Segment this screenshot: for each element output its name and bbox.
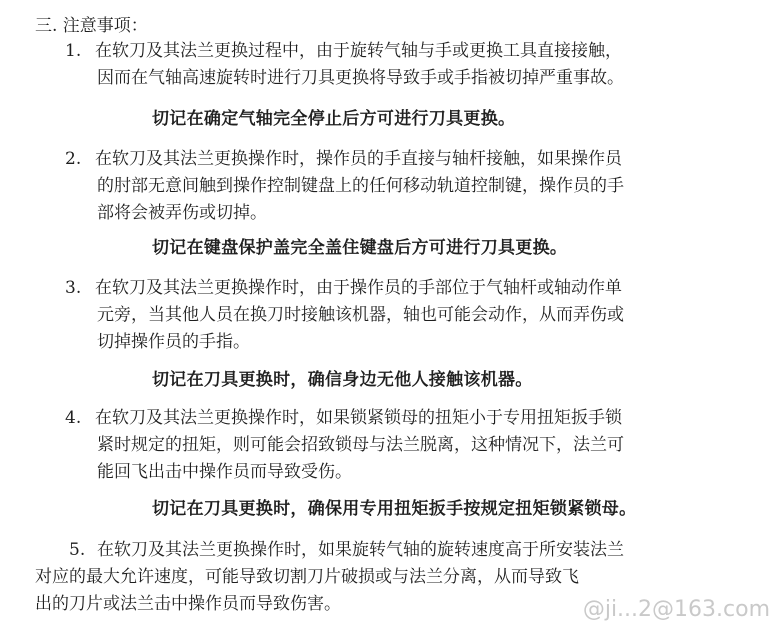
list-item-4 [65,405,624,486]
item-2-number: 2. [65,149,82,169]
list-item-1 [65,38,624,92]
warning-2: 切记在键盘保护盖完全盖住键盘后方可进行刀具更换。 [152,238,568,258]
item-2-line-3: 部将会被弄伤或切掉。 [97,203,267,223]
item-5-line-1: 5. 在软刀及其法兰更换操作时，如果旋转气轴的旋转速度高于所安装法兰 [76,537,624,564]
list-item-2 [65,146,624,227]
item-3-line-3: 切掉操作员的手指。 [97,332,250,352]
item-3-line-2: 元旁，当其他人员在换刀时接触该机器，轴也可能会动作，从而弄伤或 [97,305,624,325]
warning-4: 切记在刀具更换时，确保用专用扭矩扳手按规定扭矩锁紧锁母。 [152,499,637,519]
item-4-line-2: 紧时规定的扭矩，则可能会招致锁母与法兰脱离，这种情况下，法兰可 [97,435,624,455]
warning-1: 切记在确定气轴完全停止后方可进行刀具更换。 [152,109,516,129]
watermark: @ji...2@163.com [582,597,770,622]
list-item-3 [65,275,624,356]
item-1-number: 1. [65,41,82,61]
item-2-line-2: 的肘部无意间触到操作控制键盘上的任何移动轨道控制键，操作员的手 [97,176,624,196]
warning-3: 切记在刀具更换时，确信身边无他人接触该机器。 [152,370,533,390]
item-1-line-1: 1. 在软刀及其法兰更换过程中，由于旋转气轴与手或更换工具直接接触， [97,38,624,65]
item-3-line-1: 3. 在软刀及其法兰更换操作时，由于操作员的手部位于气轴杆或轴动作单 [97,275,624,302]
item-4-number: 4. [65,408,82,428]
item-5-line-3: 出的刀片或法兰击中操作员而导致伤害。 [35,594,341,614]
item-5-line-2: 对应的最大允许速度，可能导致切割刀片破损或与法兰分离，从而导致飞 [35,567,579,587]
item-4-line-1: 4. 在软刀及其法兰更换操作时，如果锁紧锁母的扭矩小于专用扭矩扳手锁 [97,405,624,432]
list-item-5 [35,537,624,618]
item-4-line-3: 能回飞出击中操作员而导致受伤。 [97,462,352,482]
item-3-number: 3. [65,278,82,298]
section-title: 三. 注意事项： [35,16,148,36]
item-1-line-2: 因而在气轴高速旋转时进行刀具更换将导致手或手指被切掉严重事故。 [97,68,624,88]
item-5-number: 5. [69,540,86,560]
item-2-line-1: 2. 在软刀及其法兰更换操作时，操作员的手直接与轴杆接触，如果操作员 [97,146,624,173]
